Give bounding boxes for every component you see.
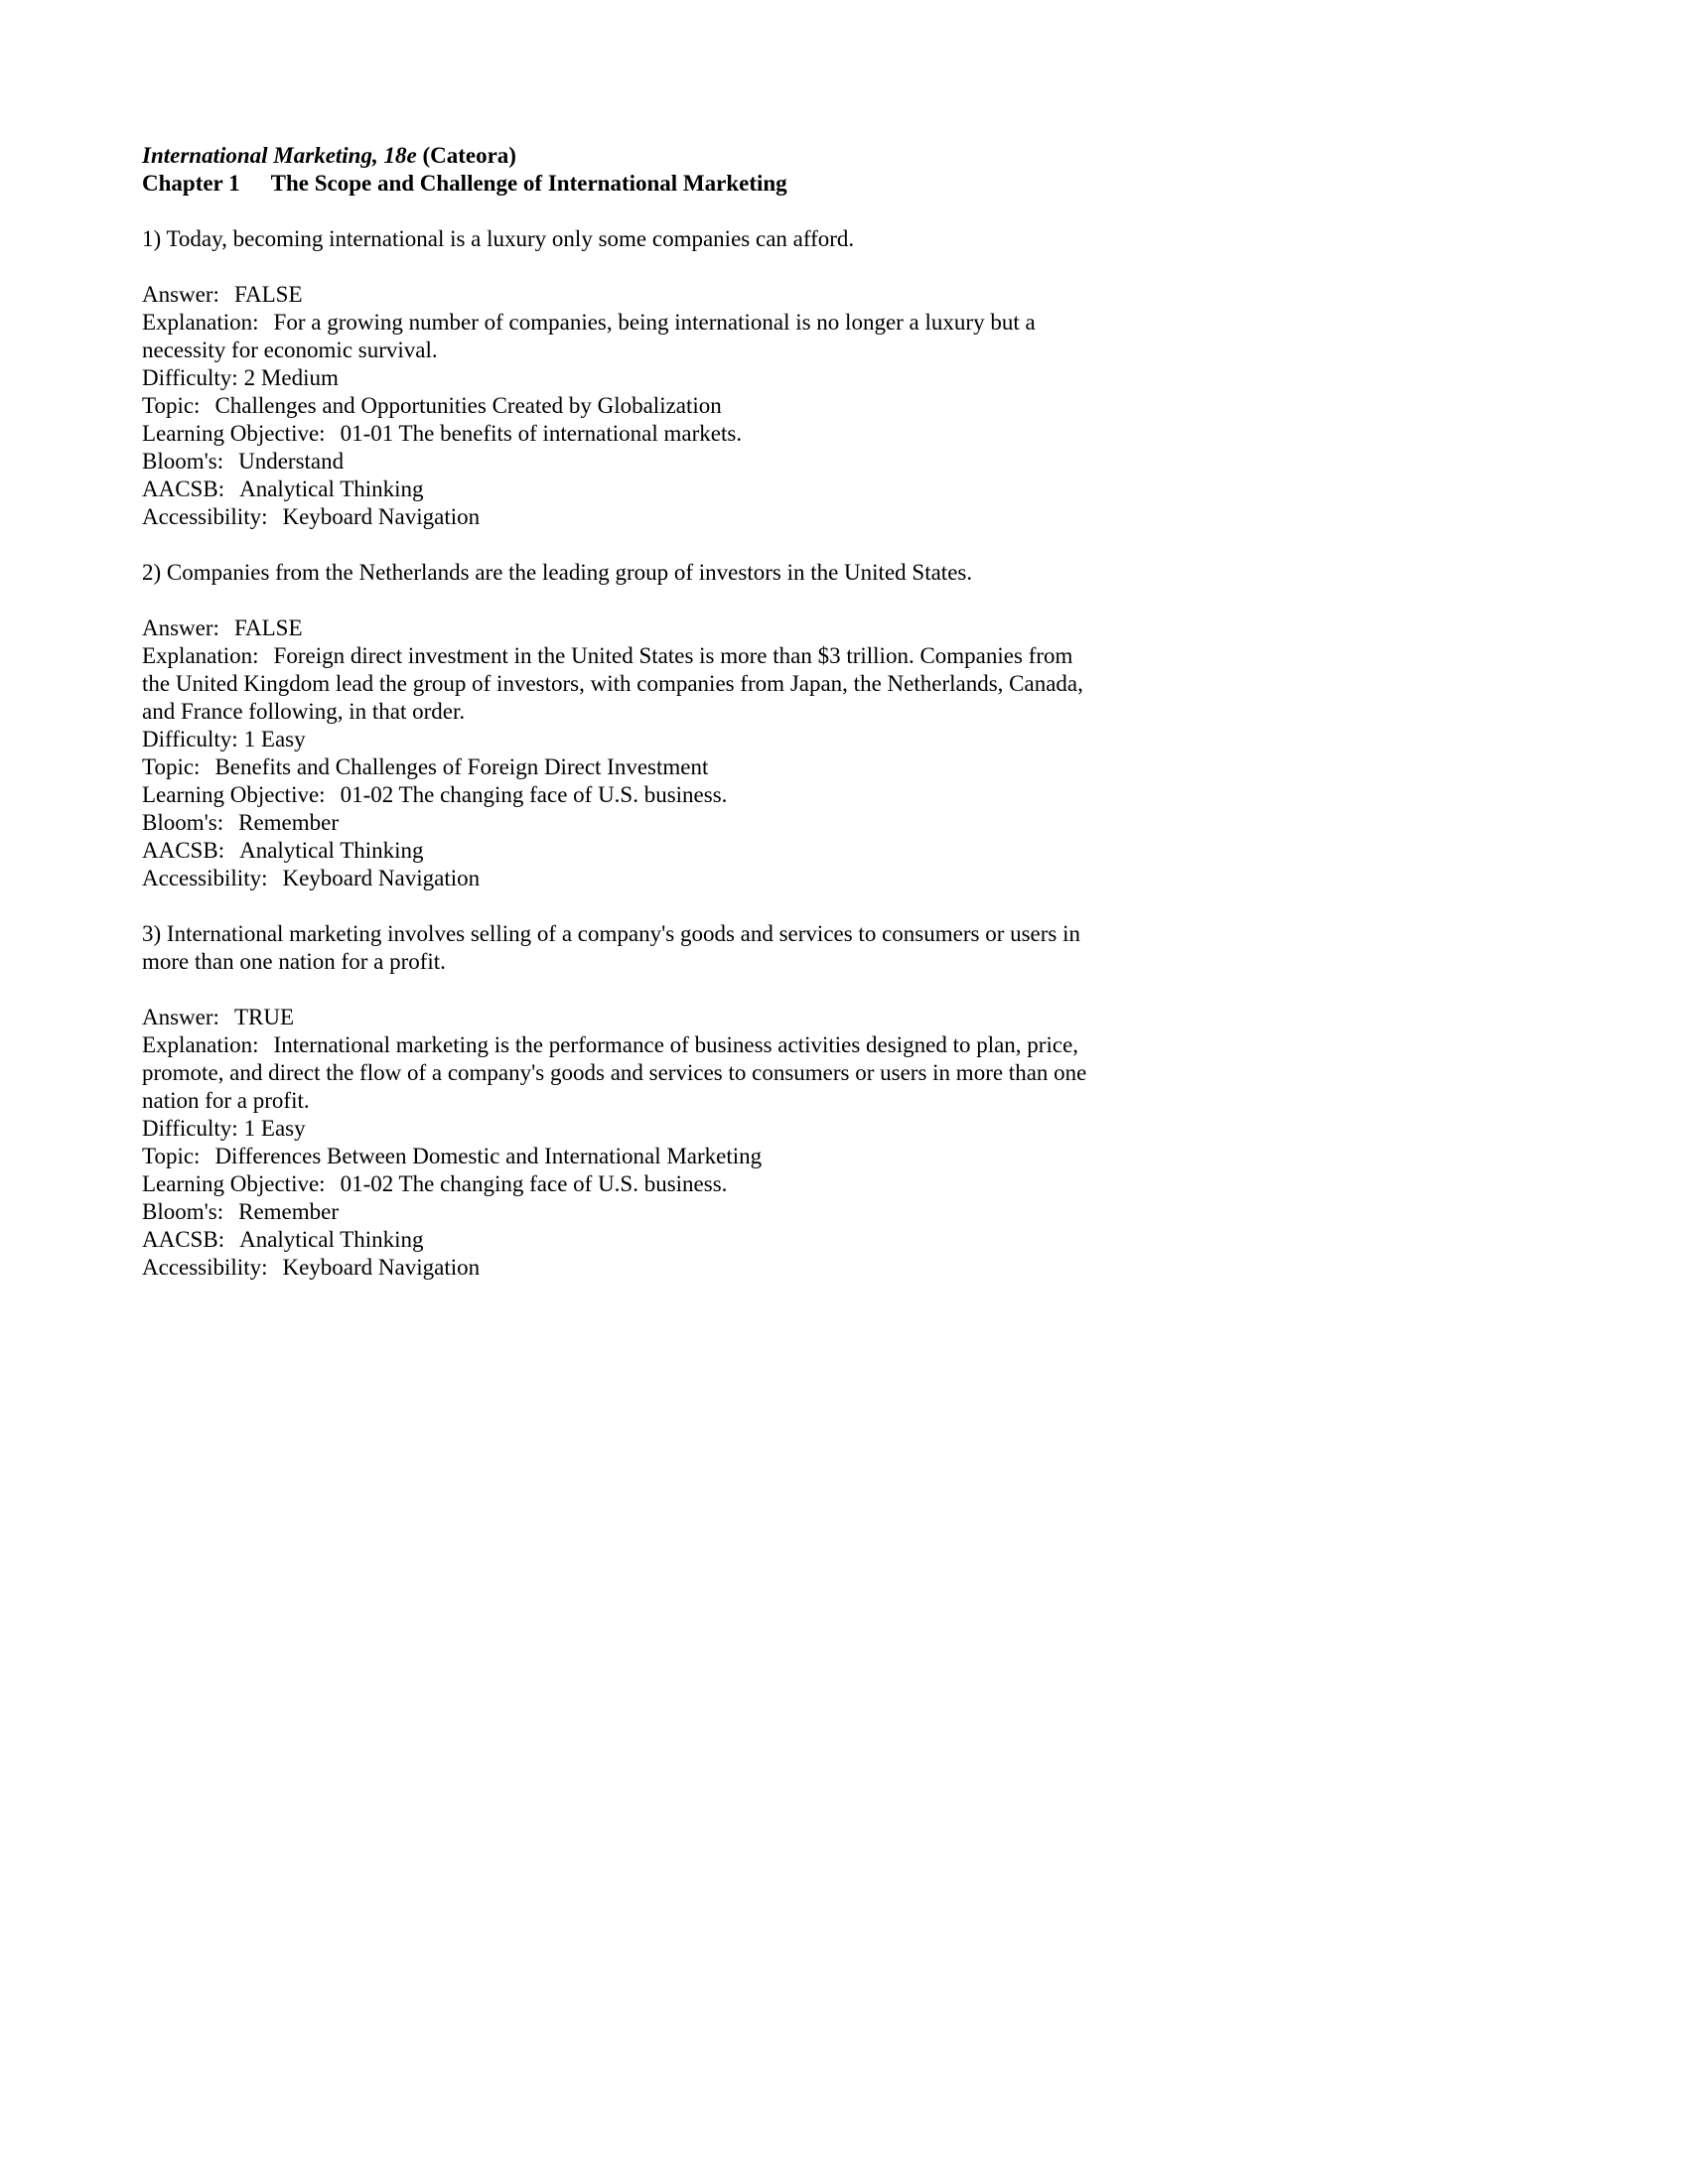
answer-label: Answer:	[142, 615, 219, 640]
learning-objective-line	[142, 420, 1093, 448]
learning-objective-value: 01-02 The changing face of U.S. business.	[340, 1171, 728, 1196]
accessibility-label: Accessibility:	[142, 1255, 268, 1280]
aacsb-line	[142, 1226, 1093, 1254]
aacsb-value: Analytical Thinking	[239, 477, 424, 501]
difficulty-label: Difficulty:	[142, 365, 238, 390]
learning-objective-label: Learning Objective:	[142, 1171, 326, 1196]
book-title: International Marketing, 18e	[142, 143, 417, 168]
document-header	[142, 142, 1093, 198]
answer-value: FALSE	[233, 282, 303, 307]
accessibility-label: Accessibility:	[142, 866, 268, 890]
explanation-line	[142, 1031, 1093, 1115]
topic-value: Differences Between Domestic and International Marketing	[214, 1144, 763, 1168]
difficulty-value: 2 Medium	[243, 365, 339, 390]
answer-line	[142, 281, 1093, 309]
explanation-line	[142, 642, 1093, 726]
topic-value: Challenges and Opportunities Created by Globalization	[214, 393, 722, 418]
accessibility-value: Keyboard Navigation	[282, 866, 481, 890]
chapter-heading	[142, 170, 1093, 198]
accessibility-value: Keyboard Navigation	[282, 504, 481, 529]
answer-label: Answer:	[142, 1005, 219, 1029]
book-author: (Cateora)	[422, 143, 516, 168]
accessibility-value: Keyboard Navigation	[282, 1255, 481, 1280]
answer-value: TRUE	[233, 1005, 294, 1029]
blooms-line	[142, 1198, 1093, 1226]
answer-label: Answer:	[142, 282, 219, 307]
learning-objective-value: 01-02 The changing face of U.S. business.	[340, 782, 728, 807]
answer-line	[142, 1004, 1093, 1031]
aacsb-line	[142, 837, 1093, 865]
topic-line	[142, 1143, 1093, 1170]
difficulty-line	[142, 726, 1093, 753]
question-block-2	[142, 559, 1093, 892]
explanation-label: Explanation:	[142, 310, 259, 335]
accessibility-line	[142, 1254, 1093, 1282]
chapter-label: Chapter 1	[142, 171, 240, 196]
difficulty-line	[142, 1115, 1093, 1143]
learning-objective-label: Learning Objective:	[142, 782, 326, 807]
topic-value: Benefits and Challenges of Foreign Direct Investment	[214, 754, 709, 779]
aacsb-label: AACSB:	[142, 838, 225, 863]
blooms-label: Bloom's:	[142, 1199, 224, 1224]
book-title-line	[142, 142, 1093, 170]
learning-objective-value: 01-01 The benefits of international markets.	[340, 421, 743, 446]
question-text: 3) International marketing involves selling of a company's goods and services to consumers or users in more than one nation for a profit.	[142, 921, 1081, 974]
difficulty-value: 1 Easy	[243, 1116, 306, 1141]
answer-value: FALSE	[233, 615, 303, 640]
explanation-value: For a growing number of companies, being international is no longer a luxury but a necessity for economic survival.	[142, 310, 1036, 362]
aacsb-label: AACSB:	[142, 477, 225, 501]
accessibility-label: Accessibility:	[142, 504, 268, 529]
aacsb-label: AACSB:	[142, 1227, 225, 1252]
difficulty-label: Difficulty:	[142, 1116, 238, 1141]
topic-label: Topic:	[142, 1144, 201, 1168]
learning-objective-line	[142, 781, 1093, 809]
question-block-3	[142, 920, 1093, 1282]
blooms-value: Remember	[238, 1199, 340, 1224]
topic-line	[142, 753, 1093, 781]
blooms-value: Remember	[238, 810, 340, 835]
blooms-line	[142, 809, 1093, 837]
topic-label: Topic:	[142, 754, 201, 779]
aacsb-value: Analytical Thinking	[239, 1227, 424, 1252]
blooms-value: Understand	[238, 449, 345, 474]
accessibility-line	[142, 503, 1093, 531]
explanation-value: Foreign direct investment in the United States is more than $3 trillion. Companies from the United Kingdom lead the group of investors, with companies from Japan, the Netherlands, Canada, and France following, in that order.	[142, 643, 1083, 724]
blooms-line	[142, 448, 1093, 476]
blooms-label: Bloom's:	[142, 449, 224, 474]
explanation-value: International marketing is the performance of business activities designed to plan, price, promote, and direct the flow of a company's goods and services to consumers or users in more than one nation for a profit.	[142, 1032, 1087, 1113]
blooms-label: Bloom's:	[142, 810, 224, 835]
aacsb-value: Analytical Thinking	[239, 838, 424, 863]
learning-objective-line	[142, 1170, 1093, 1198]
difficulty-value: 1 Easy	[243, 727, 306, 751]
explanation-label: Explanation:	[142, 1032, 259, 1057]
aacsb-line	[142, 476, 1093, 503]
explanation-label: Explanation:	[142, 643, 259, 668]
chapter-title: The Scope and Challenge of International Marketing	[270, 171, 787, 196]
difficulty-line	[142, 364, 1093, 392]
question-block-1	[142, 225, 1093, 531]
topic-label: Topic:	[142, 393, 201, 418]
topic-line	[142, 392, 1093, 420]
answer-line	[142, 614, 1093, 642]
question-text: 1) Today, becoming international is a luxury only some companies can afford.	[142, 226, 855, 251]
explanation-line	[142, 309, 1093, 364]
difficulty-label: Difficulty:	[142, 727, 238, 751]
learning-objective-label: Learning Objective:	[142, 421, 326, 446]
question-text: 2) Companies from the Netherlands are the leading group of investors in the United States.	[142, 560, 973, 585]
document-content	[142, 142, 1093, 1282]
accessibility-line	[142, 865, 1093, 892]
